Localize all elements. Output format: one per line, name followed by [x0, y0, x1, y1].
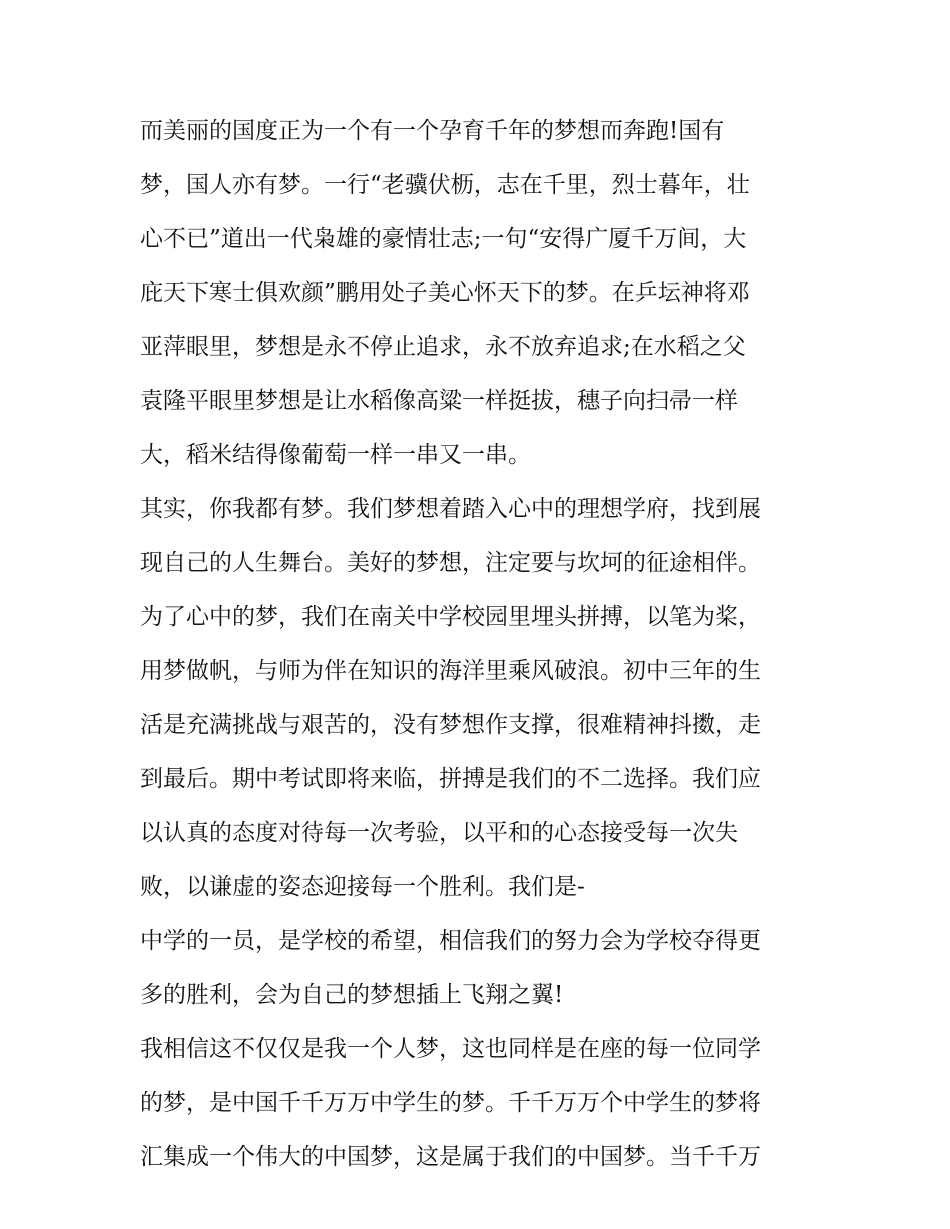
text-line: 汇集成一个伟大的中国梦，这是属于我们的中国梦。当千千万: [140, 1144, 761, 1170]
text-line: 多的胜利，会为自己的梦想插上飞翔之翼!: [140, 982, 564, 1008]
text-line: 亚萍眼里，梦想是永不停止追求，永不放弃追求;在水稻之父: [140, 334, 746, 360]
text-line: 的梦，是中国千千万万中学生的梦。千千万万个中学生的梦将: [140, 1090, 761, 1116]
text-line: 其实，你我都有梦。我们梦想着踏入心中的理想学府，找到展: [140, 496, 761, 522]
document-body: [140, 108, 820, 1188]
text-line: 中学的一员，是学校的希望，相信我们的努力会为学校夺得更: [140, 928, 761, 954]
text-line: 为了心中的梦，我们在南关中学校园里埋头拼搏，以笔为桨，: [140, 604, 761, 630]
text-line: 用梦做帆，与师为伴在知识的海洋里乘风破浪。初中三年的生: [140, 658, 761, 684]
text-line: 心不已”道出一代枭雄的豪情壮志;一句“安得广厦千万间，大: [140, 226, 747, 252]
text-line: 大，稻米结得像葡萄一样一串又一串。: [140, 442, 531, 468]
text-line: 到最后。期中考试即将来临，拼搏是我们的不二选择。我们应: [140, 766, 761, 792]
text-line: 败，以谦虚的姿态迎接每一个胜利。我们是-: [140, 874, 585, 900]
text-line: 庇天下寒士俱欢颜”鹏用处子美心怀天下的梦。在乒坛神将邓: [140, 280, 750, 306]
text-line: 袁隆平眼里梦想是让水稻像高粱一样挺拔，穗子向扫帚一样: [140, 388, 738, 414]
text-line: 而美丽的国度正为一个有一个孕育千年的梦想而奔跑!国有: [140, 118, 725, 144]
text-line: 梦，国人亦有梦。一行“老骥伏枥，志在千里，烈士暮年，壮: [140, 172, 750, 198]
text-line: 我相信这不仅仅是我一个人梦，这也同样是在座的每一位同学: [140, 1036, 761, 1062]
text-line: 以认真的态度对待每一次考验，以平和的心态接受每一次失: [140, 820, 738, 846]
text-line: 现自己的人生舞台。美好的梦想，注定要与坎坷的征途相伴。: [140, 550, 761, 576]
text-line: 活是充满挑战与艰苦的，没有梦想作支撑，很难精神抖擞，走: [140, 712, 761, 738]
